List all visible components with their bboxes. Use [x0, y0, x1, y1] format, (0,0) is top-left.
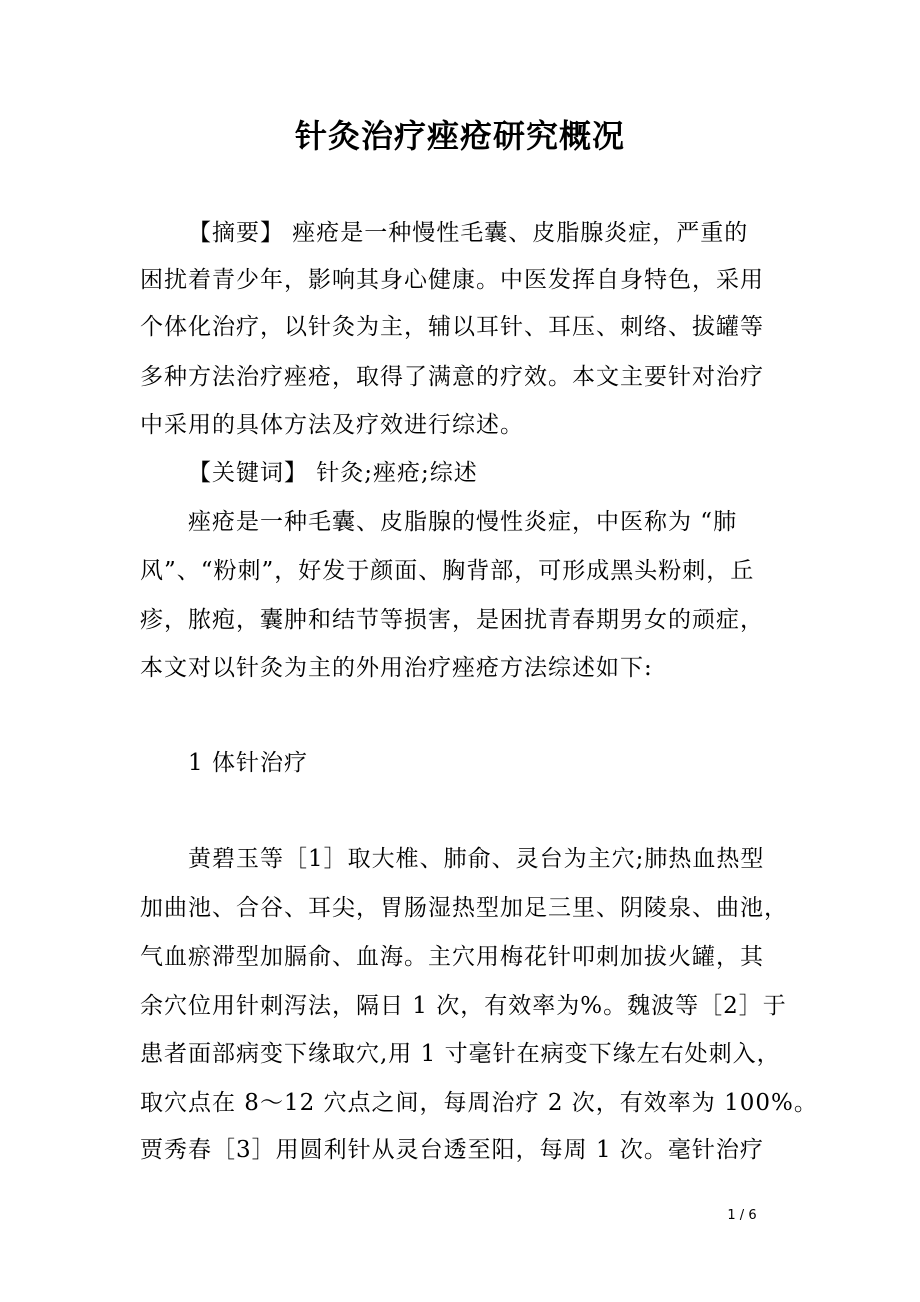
abstract-line: 多种方法治疗痤疮，取得了满意的疗效。本文主要针对治疗 [140, 364, 764, 390]
intro-line: 本文对以针灸为主的外用治疗痤疮方法综述如下: [140, 655, 653, 681]
intro-line: 风”、“粉刺”，好发于颜面、胸背部，可形成黑头粉刺，丘 [140, 558, 755, 584]
body-line: 黄碧玉等［1］取大椎、肺俞、灵台为主穴;肺热血热型 [188, 846, 765, 872]
body-line: 取穴点在 8～12 穴点之间，每周治疗 2 次，有效率为 100%。 [140, 1090, 818, 1116]
body-line: 气血瘀滞型加膈俞、血海。主穴用梅花针叩刺加拔火罐，其 [140, 944, 764, 970]
abstract-line: 中采用的具体方法及疗效进行综述。 [140, 412, 524, 438]
intro-line: 痤疮是一种毛囊、皮脂腺的慢性炎症，中医称为 “肺 [188, 509, 738, 535]
body-line: 余穴位用针刺泻法，隔日 1 次，有效率为%。魏波等［2］于 [140, 993, 787, 1019]
body-line: 贾秀春［3］用圆利针从灵台透至阳，每周 1 次。毫针治疗 [140, 1137, 764, 1163]
abstract-line: 困扰着青少年，影响其身心健康。中医发挥自身特色，采用 [140, 267, 764, 293]
page-indicator: 1 / 6 [727, 1208, 757, 1223]
body-line: 加曲池、合谷、耳尖，胃肠湿热型加足三里、阴陵泉、曲池， [140, 895, 788, 921]
intro-line: 疹，脓疱，囊肿和结节等损害，是困扰青春期男女的顽症， [140, 607, 764, 633]
abstract-line: 个体化治疗，以针灸为主，辅以耳针、耳压、刺络、拔罐等 [140, 314, 764, 340]
abstract-line: 【摘要】 痤疮是一种慢性毛囊、皮脂腺炎症，严重的 [188, 220, 749, 246]
body-line: 患者面部病变下缘取穴,用 1 寸毫针在病变下缘左右处刺入， [140, 1041, 781, 1067]
document-title: 针灸治疗痤疮研究概况 [294, 117, 625, 155]
keywords-line: 【关键词】 针灸;痤疮;综述 [188, 460, 478, 486]
section-heading: 1 体针治疗 [188, 750, 308, 776]
